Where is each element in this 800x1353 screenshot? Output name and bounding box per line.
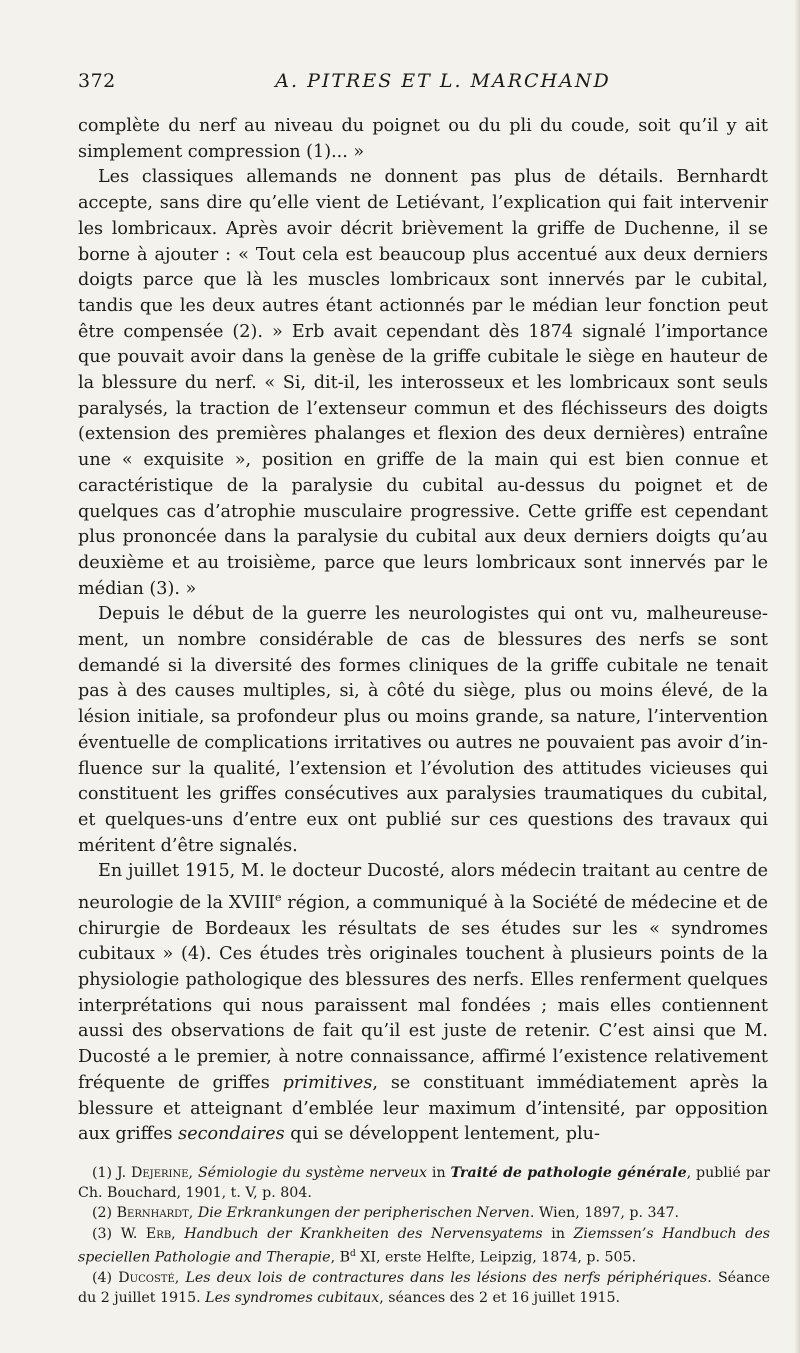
footnote-rest-a: , B [330, 1249, 351, 1266]
page-edge-shadow [794, 0, 800, 1353]
footnote-number: (3) [92, 1225, 113, 1242]
footnote-number: (2) [92, 1205, 113, 1222]
footnote-title-2: Les syndromes cubitaux [205, 1289, 380, 1306]
paragraph-1: complète du nerf au niveau du poignet ou du pli du coude, soit qu’il y ait simplement compression (1)... » [78, 116, 768, 162]
paragraph-3: Depuis le début de la guerre les neurologistes qui ont vu, malheureusement, un nombre considérable de cas de blessures des nerfs se sont demandé si la diversité des formes cliniques de la griffe cubitale ne tenait pas à des causes multiples, si, à côté du siège, plus ou moins élevé, de la lésion initiale, sa profondeur plus ou moins grande, sa nature, l’intervention éventuelle de complications irritatives ou autres ne pouvaient pas avoir d’influence sur la qualité, l’extension et l’évolution des attitudes vicieuses qui constituent les griffes consécutives aux paralysies traumatiques du cubital, et quelques-uns d’entre eux ont publié sur ces questions des travaux qui méritent d’être signalés. [78, 604, 768, 856]
footnote-3 [78, 1224, 770, 1268]
page-number: 372 [78, 70, 116, 92]
emphasis-primitives: primitives [282, 1072, 373, 1093]
page-header [78, 70, 768, 100]
paragraph-4-text-c: , se constituant immédiatement après la blessure et atteignant d’emblée leur maximum d’intensité, par opposition aux griffes [78, 1072, 768, 1145]
footnote-title: Die Erkrankungen der peripherischen Nerven [197, 1205, 530, 1222]
footnote-2 [78, 1203, 770, 1223]
footnote-title: Les deux lois de contractures dans les lésions des nerfs périphériques [185, 1269, 708, 1286]
footnote-work: Traité de pathologie générale [450, 1165, 687, 1181]
footnote-work: Ziemssen’s Handbuch des speciellen Pathologie and Therapie [78, 1225, 771, 1266]
footnote-rest-b: XI, erste Helfte, Leipzig, 1874, p. 505. [355, 1249, 637, 1266]
footnote-author: J. Dejerine, [117, 1165, 194, 1181]
main-text [78, 114, 768, 1148]
footnote-4 [78, 1268, 770, 1308]
footnote-rest: , publié par Ch. Bouchard, 1901, t. V, p. 804. [78, 1165, 771, 1202]
paragraph-4-text-d: qui se développent lentement, plu- [284, 1124, 600, 1145]
paragraph-4-text-b: région, a communiqué à la Société de médecine et de chirurgie de Bordeaux les résultats de ses études sur les « syndromes cubitaux » (4). Ces études très originales touchent à plusieurs points de la physiologie pathologique des blessures des nerfs. Elles renferment quelques interprétations qui nous paraissent mal fondées ; mais elles contiennent aussi des observations de fait qu’il est juste de retenir. C’est ainsi que M. Ducosté a le premier, à notre connaissance, affirmé l’existence relativement fréquente de griffes [78, 892, 768, 1093]
footnote-rest: . Wien, 1897, p. 347. [529, 1205, 680, 1222]
footnote-author: W. Erb, [120, 1225, 176, 1242]
running-head: A. PITRES ET L. MARCHAND [275, 70, 611, 92]
paragraph-2: Les classiques allemands ne donnent pas plus de détails. Bernhardt accepte, sans dire qu’elle vient de Letiévant, l’explication qui fait intervenir les lombricaux. Après avoir décrit brièvement la griffe de Duchenne, il se borne à ajouter : « Tout cela est beaucoup plus accentué aux deux derniers doigts parce que là les muscles lombricaux sont innervés par le cubital, tandis que les deux autres étant actionnés par le médian leur fonction peut être compensée (2). » Erb avait cependant dès 1874 signalé l’importance que pouvait avoir dans la genèse de la griffe cubitale le siège en hauteur de la blessure du nerf. « Si, dit-il, les interosseux et les lombricaux sont seuls paralysés, la traction de l’extenseur commun et des fléchisseurs des doigts (extension des premières phalanges et flexion des deux dernières) entraîne une « exquisite », position en griffe de la main qui est bien connue et caractéristique de la paralysie du cubital au-dessus du poignet et de quelques cas d’atrophie musculaire progressive. Cette griffe est cependant plus prononcée dans la paralysie du cubital aux deux derniers doigts qu’au deuxième et au troisième, parce que leurs lombricaux sont innervés par le médian (3). » [78, 167, 768, 599]
footnote-title: Handbuch der Krankheiten des Nervensyatems [184, 1225, 543, 1242]
footnote-rest-a: . Séance du 2 juillet 1915. [78, 1269, 771, 1306]
footnote-number: (1) [92, 1165, 113, 1181]
footnote-number: (4) [92, 1269, 113, 1286]
footnote-superscript: d [350, 1248, 356, 1259]
superscript-e: e [274, 891, 282, 905]
footnotes [78, 1163, 770, 1308]
paragraph-4 [78, 859, 768, 1148]
footnote-author: Bernhardt, [116, 1205, 194, 1222]
emphasis-secondaires: secondaires [178, 1124, 285, 1145]
footnote-rest-b: , séances des 2 et 16 juillet 1915. [379, 1289, 621, 1306]
footnote-author: Ducosté, [118, 1269, 180, 1286]
footnote-title: Sémiologie du système nerveux [197, 1165, 428, 1181]
footnote-mid: in [542, 1225, 574, 1242]
footnote-mid: in [427, 1165, 451, 1181]
footnote-1 [78, 1163, 770, 1203]
paragraph-4-text-a: En juillet 1915, M. le docteur Ducosté, alors médecin traitant au centre de neurologie de la XVIII [78, 861, 768, 913]
